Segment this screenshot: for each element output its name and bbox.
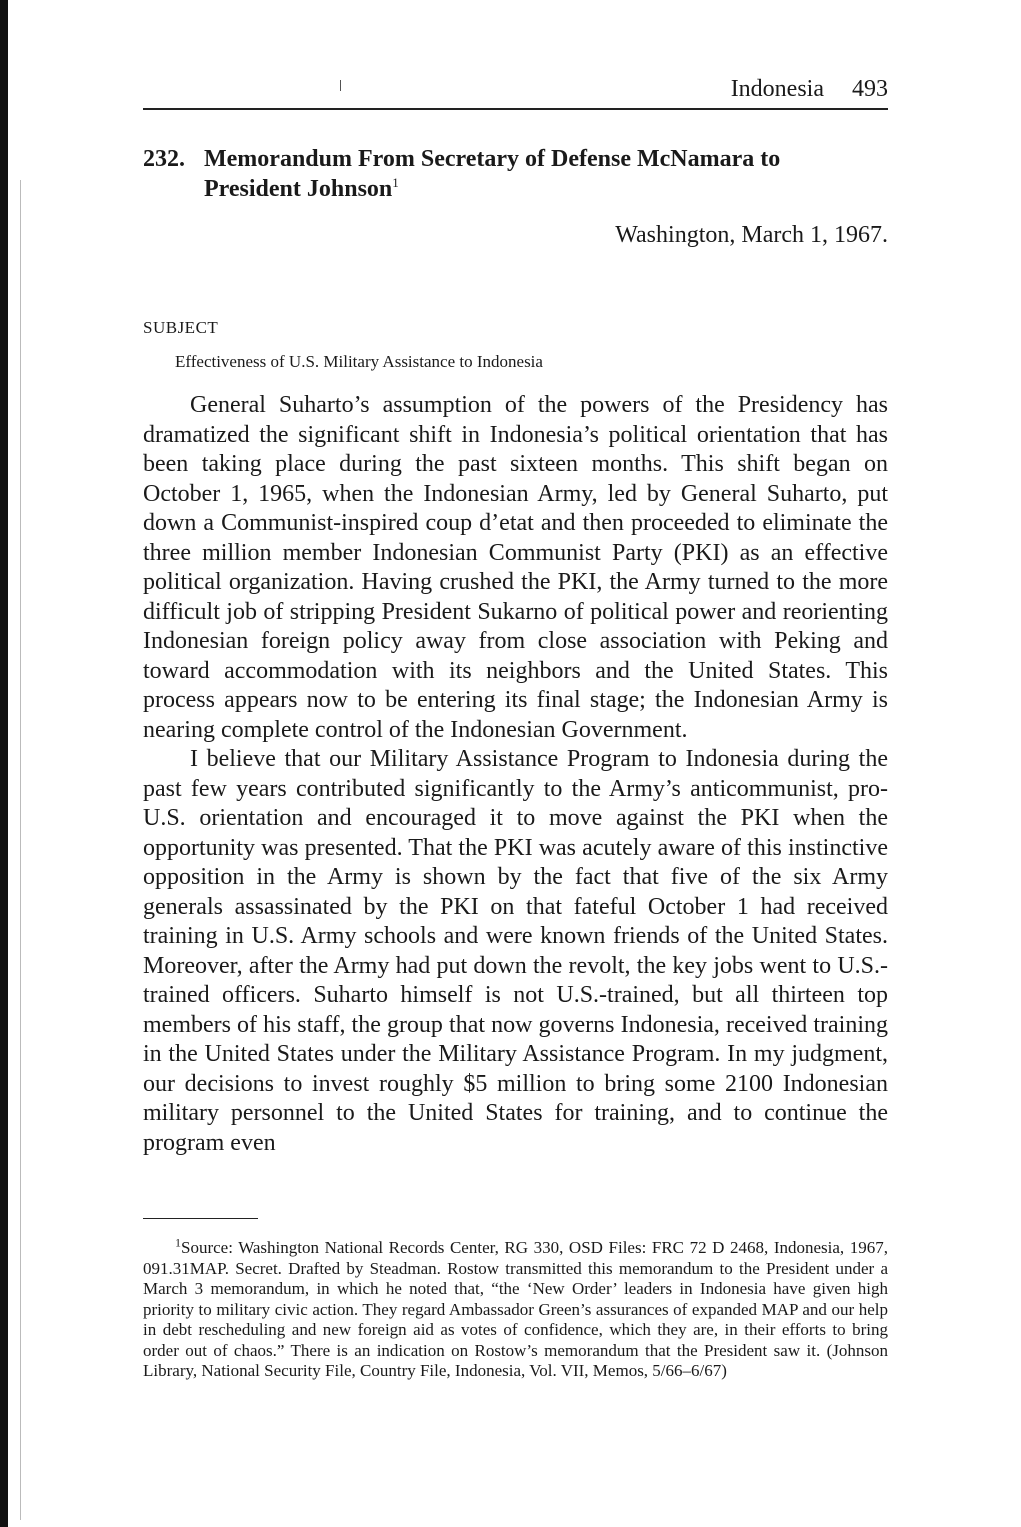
- running-head: [143, 74, 888, 110]
- subject-text: Effectiveness of U.S. Military Assistance to Indonesia: [175, 352, 543, 371]
- memo-body: [143, 391, 888, 1158]
- running-head-title: Indonesia: [730, 76, 824, 102]
- footnote-reference: 1: [392, 175, 399, 190]
- document-number: 232.: [143, 146, 185, 172]
- footnote-text: Source: Washington National Records Center, RG 330, OSD Files: FRC 72 D 2468, Indonesia, 1967, 091.31MAP. Secret. Drafted by Steadman. Rostow transmitted this memorandum to the President under a March 3 memorandum, in which he noted that, “the ‘New Order’ leaders in Indonesia have given high priority to military civic action. They regard Ambassador Green’s assurances of expanded MAP and our help in debt rescheduling and new foreign aid as votes of confidence, which they are, in their efforts to bring order out of chaos.” There is an indication on Rostow’s memorandum that the President saw it. (Johnson Library, National Security File, Country File, Indonesia, Vol. VII, Memos, 5/66–6/67): [143, 1238, 888, 1380]
- running-head-mark: ǀ: [339, 78, 343, 95]
- scan-edge-line: [20, 180, 21, 1520]
- dateline: Washington, March 1, 1967.: [615, 222, 888, 248]
- subject-label: SUBJECT: [143, 318, 219, 337]
- footnote-paragraph: [143, 1235, 888, 1382]
- document-title-text: Memorandum From Secretary of Defense McNamara to President Johnson: [204, 146, 781, 202]
- body-paragraph-2: I believe that our Military Assistance Program to Indonesia during the past few years contributed significantly to the Army’s anticommunist, pro-U.S. orientation and encouraged it to move against the PKI when the opportunity was presented. That the PKI was acutely aware of this instinctive opposition in the Army is shown by the fact that five of the six Army generals assassinated by the PKI on that fateful October 1 had received training in U.S. Army schools and were known friends of the United States. Moreover, after the Army had put down the revolt, the key jobs went to U.S.-trained officers. Suharto himself is not U.S.-trained, but all thirteen top members of his staff, the group that now governs Indonesia, received training in the United States under the Military Assistance Program. In my judgment, our decisions to invest roughly $5 million to bring some 2100 Indonesian military personnel to the United States for training, and to continue the program even: [143, 746, 888, 1156]
- body-paragraph-1: General Suharto’s assumption of the powers of the Presidency has dramatized the significant shift in Indonesia’s political orientation that has been taking place during the past sixteen months. This shift began on October 1, 1965, when the Indonesian Army, led by General Suharto, put down a Communist-inspired coup d’etat and then proceeded to eliminate the three million member Indonesian Communist Party (PKI) as an effective political organization. Having crushed the PKI, the Army turned to the more difficult job of stripping President Sukarno of political power and reorienting Indonesian foreign policy away from close association with Peking and toward accommodation with its neighbors and the United States. This process appears now to be entering its final stage; the Indonesian Army is nearing complete control of the Indonesian Government.: [143, 392, 888, 743]
- footnote: [143, 1235, 888, 1382]
- page-number: 493: [852, 76, 888, 102]
- footnote-rule: [143, 1218, 258, 1219]
- document-title: [204, 144, 864, 204]
- footnote-marker: 1: [175, 1235, 181, 1250]
- scan-edge: [0, 0, 8, 1527]
